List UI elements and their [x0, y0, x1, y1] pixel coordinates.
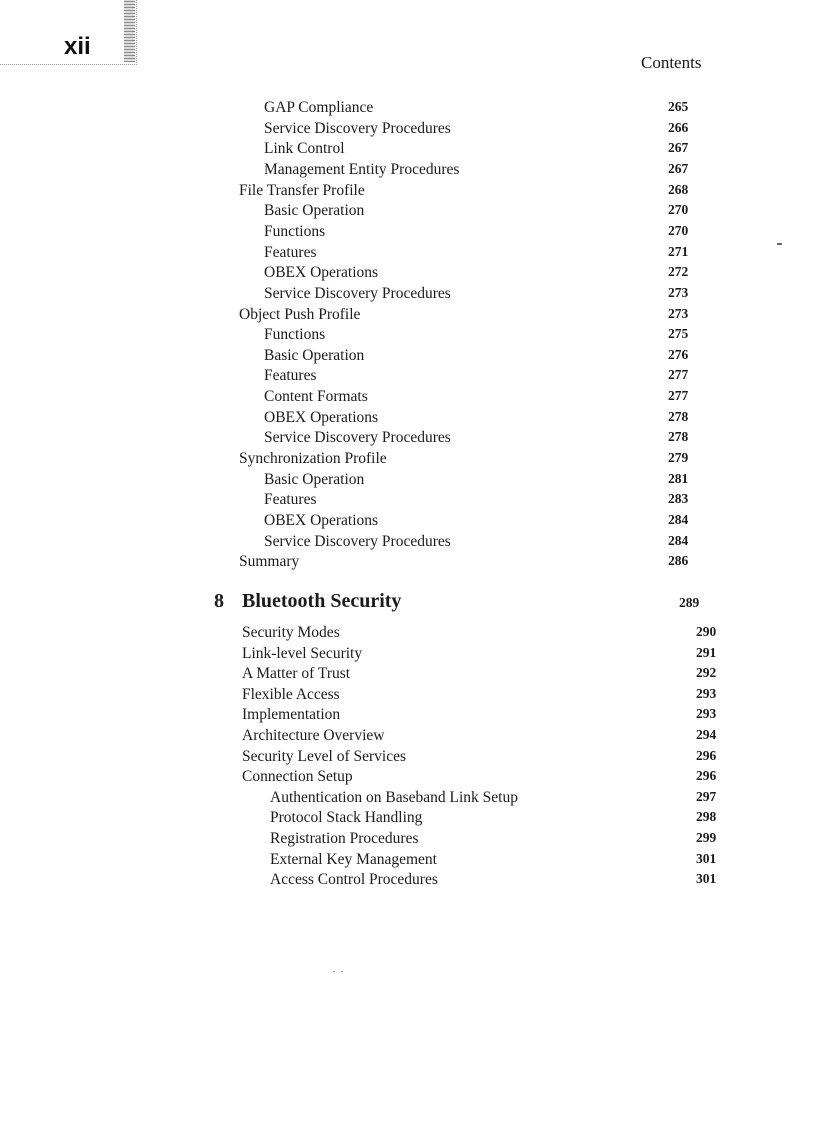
toc-entry[interactable] — [242, 727, 719, 747]
toc-entry-title: OBEX Operations — [264, 512, 379, 529]
toc-entry-title: GAP Compliance — [264, 99, 374, 116]
toc-entry[interactable] — [239, 450, 719, 470]
toc-entry-page: 301 — [696, 871, 717, 887]
toc-entry[interactable] — [264, 161, 719, 181]
toc-entry-title: Basic Operation — [264, 202, 365, 220]
toc-entry-title: OBEX Operations — [264, 408, 379, 426]
toc-entry[interactable] — [242, 624, 719, 644]
toc-entry-title: External Key Management — [270, 850, 437, 868]
toc-entry-page: 277 — [668, 367, 689, 383]
toc-entry-page: 286 — [668, 553, 689, 569]
toc-entry-page: 265 — [668, 99, 689, 114]
toc-entry-page: 296 — [696, 768, 717, 784]
toc-entry[interactable] — [264, 285, 719, 305]
toc-entry-title: Service Discovery Procedures — [264, 532, 451, 550]
toc-entry[interactable] — [242, 748, 719, 768]
toc-entry[interactable] — [264, 264, 719, 284]
toc-entry[interactable] — [270, 789, 719, 809]
toc-entry-title: OBEX Operations — [264, 264, 379, 282]
toc-entry-page: 266 — [668, 119, 689, 135]
chapter-title: Bluetooth Security — [242, 590, 402, 612]
toc-entry[interactable] — [239, 553, 719, 573]
chapter-number: 8 — [214, 590, 224, 612]
toc-entry-page: 290 — [696, 624, 717, 639]
toc-entry-title: Features — [264, 243, 317, 261]
scan-speck — [333, 971, 335, 972]
toc-entry[interactable] — [264, 409, 719, 429]
toc-entry[interactable] — [264, 202, 719, 222]
toc-entry-title: Security Modes — [242, 624, 340, 641]
margin-mark — [777, 243, 782, 245]
toc-entry-page: 293 — [696, 685, 717, 701]
toc-entry-title: Connection Setup — [242, 768, 353, 786]
toc-entry-title: Link Control — [264, 140, 345, 158]
toc-entry-page: 291 — [696, 644, 717, 660]
toc-entry-title: Service Discovery Procedures — [264, 284, 451, 302]
toc-entry-page: 284 — [668, 512, 689, 527]
toc-entry-title: Object Push Profile — [239, 305, 361, 323]
toc-entry[interactable] — [270, 871, 719, 891]
toc-entry-page: 270 — [668, 222, 689, 238]
toc-entry-page: 301 — [696, 850, 717, 866]
toc-entry-title: Protocol Stack Handling — [270, 809, 423, 827]
toc-entry[interactable] — [264, 533, 719, 553]
toc-entry-title: Basic Operation — [264, 470, 365, 488]
toc-entry-page: 275 — [668, 326, 689, 342]
scan-speck — [341, 971, 343, 972]
toc-entry-title: Basic Operation — [264, 346, 365, 364]
toc-entry-page: 279 — [668, 450, 689, 466]
toc-entry[interactable] — [270, 809, 719, 829]
toc-entry-page: 270 — [668, 202, 689, 218]
toc-entry-title: Security Level of Services — [242, 747, 406, 765]
toc-entry[interactable] — [264, 512, 719, 532]
toc-entry-page: 292 — [696, 665, 717, 681]
toc-entry[interactable] — [264, 99, 719, 119]
toc-entry[interactable] — [242, 665, 719, 685]
toc-entry[interactable] — [264, 244, 719, 264]
toc-entry-page: 272 — [668, 264, 689, 280]
toc-entry-title: Service Discovery Procedures — [264, 429, 451, 447]
toc-entry[interactable] — [242, 686, 719, 706]
toc-entry-title: Summary — [239, 553, 300, 571]
toc-entry-title: Management Entity Procedures — [264, 160, 460, 178]
toc-entry-title: Flexible Access — [242, 685, 340, 703]
toc-entry-title: Registration Procedures — [270, 830, 419, 847]
toc-entry-title: Features — [264, 491, 317, 509]
running-header: Contents — [641, 53, 702, 72]
toc-entry[interactable] — [239, 306, 719, 326]
toc-entry[interactable] — [242, 706, 719, 726]
toc-entry[interactable] — [270, 851, 719, 871]
toc-entry-page: 276 — [668, 346, 689, 362]
toc-entry-title: A Matter of Trust — [242, 665, 351, 683]
toc-entry-title: Architecture Overview — [242, 727, 385, 744]
toc-entry-page: 267 — [668, 140, 689, 156]
chapter-page-number: 289 — [679, 595, 700, 610]
toc-entry[interactable] — [264, 120, 719, 140]
page-number-tab — [0, 0, 137, 65]
toc-entry-title: Features — [264, 367, 317, 385]
toc-entry-title: Authentication on Baseband Link Setup — [270, 788, 518, 806]
toc-entry[interactable] — [264, 491, 719, 511]
toc-entry-page: 294 — [696, 727, 717, 742]
toc-entry-page: 296 — [696, 747, 717, 763]
page-number: xii — [64, 33, 91, 60]
toc-entry-title: Functions — [264, 326, 326, 344]
toc-entry-page: 284 — [668, 532, 689, 548]
toc-entry-page: 281 — [668, 470, 689, 486]
toc-entry[interactable] — [264, 471, 719, 491]
toc-entry-page: 293 — [696, 706, 717, 722]
toc-entry-page: 283 — [668, 491, 689, 507]
toc-entry-page: 273 — [668, 305, 689, 321]
tab-edge-stripe — [124, 0, 135, 62]
toc-entry-title: Implementation — [242, 706, 341, 724]
toc-entry-page: 278 — [668, 429, 689, 445]
toc-entry-title: Link-level Security — [242, 644, 363, 662]
toc-entry-title: File Transfer Profile — [239, 181, 365, 199]
toc-entry-page: 271 — [668, 243, 689, 259]
toc-entry-page: 267 — [668, 160, 689, 176]
toc-entry[interactable] — [242, 645, 719, 665]
toc-entry-title: Service Discovery Procedures — [264, 119, 451, 137]
toc-entry[interactable] — [264, 140, 719, 160]
toc-entry-page: 297 — [696, 788, 717, 804]
toc-entry-page: 273 — [668, 284, 689, 300]
toc-entry-title: Synchronization Profile — [239, 450, 387, 468]
toc-entry[interactable] — [264, 223, 719, 243]
toc-entry-title: Content Formats — [264, 388, 368, 406]
toc-entry-page: 298 — [696, 809, 717, 825]
toc-entry[interactable] — [264, 388, 719, 408]
toc-entry[interactable] — [264, 367, 719, 387]
toc-entry-title: Functions — [264, 222, 326, 240]
toc-entry[interactable] — [264, 347, 719, 367]
toc-entry[interactable] — [264, 326, 719, 346]
toc-entry[interactable] — [239, 182, 719, 202]
toc-entry[interactable] — [264, 429, 719, 449]
toc-entry[interactable] — [270, 830, 719, 850]
toc-entry-page: 277 — [668, 388, 689, 404]
toc-entry-title: Access Control Procedures — [270, 871, 438, 889]
toc-entry-page: 278 — [668, 408, 689, 424]
toc-entry-page: 299 — [696, 830, 717, 845]
toc-entry-page: 268 — [668, 181, 689, 197]
chapter-heading[interactable] — [214, 590, 719, 618]
toc-entry[interactable] — [242, 768, 719, 788]
